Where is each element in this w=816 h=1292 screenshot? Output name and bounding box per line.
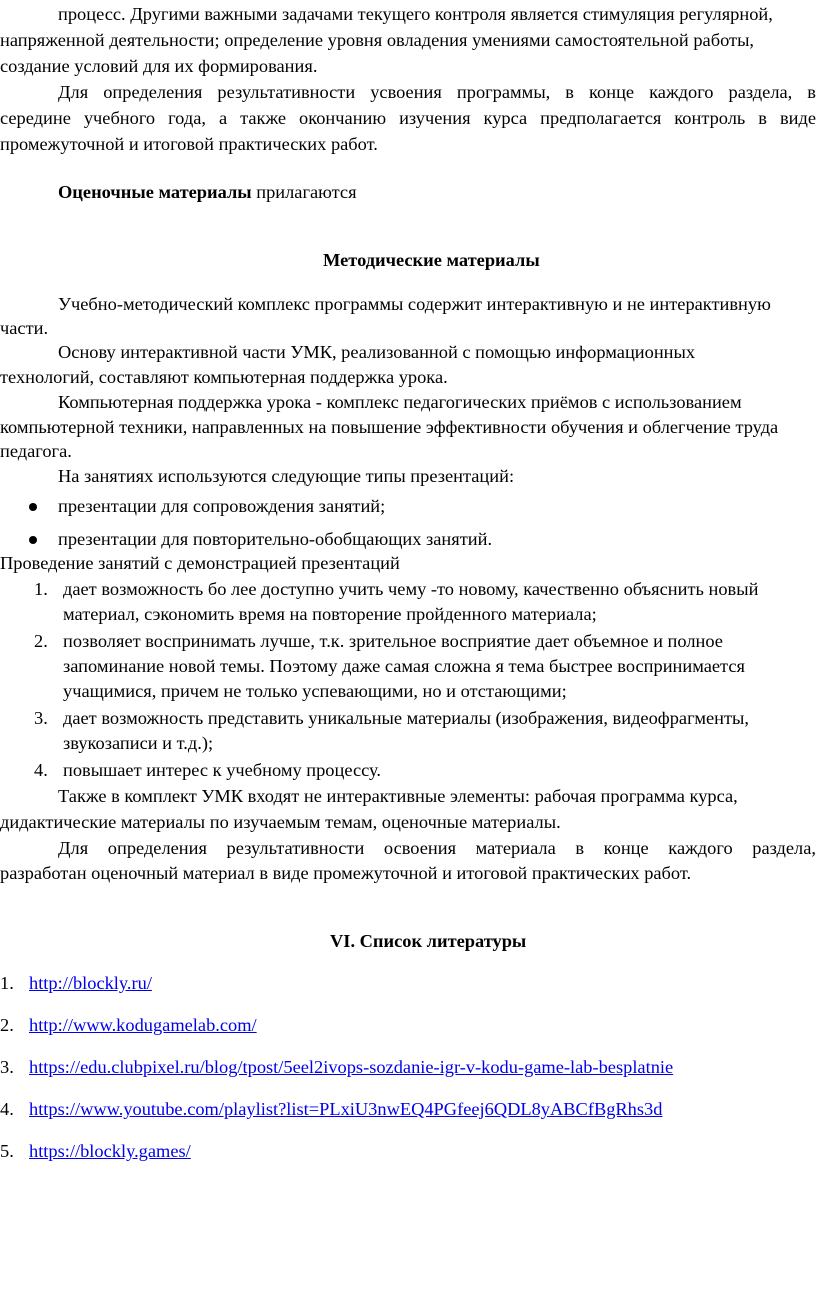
literature-link[interactable]: https://blockly.games/ — [29, 1141, 191, 1161]
literature-link[interactable]: https://edu.clubpixel.ru/blog/tpost/5eel2ivops-sozdanie-igr-v-kodu-game-lab-besplatnie — [29, 1057, 674, 1077]
list-marker: 1. — [34, 579, 48, 599]
bullet-icon — [29, 503, 37, 511]
list-item-line: дает возможность бо лее доступно учить чему -то новому, качественно объяснить новый — [63, 579, 759, 599]
list-item-line: повышает интерес к учебному процессу. — [63, 760, 382, 780]
list-marker: 2. — [0, 1015, 14, 1035]
text-line: напряженной деятельности; определение уровня овладения умениями самостоятельной работы, — [0, 30, 755, 50]
list-item-line: звукозаписи и т.д.); — [63, 733, 214, 753]
list-item-line: позволяет воспринимать лучше, т.к. зрительное восприятие дает объемное и полное — [63, 631, 723, 651]
section-heading-literature: VI. Список литературы — [330, 931, 527, 951]
list-marker: 5. — [0, 1141, 14, 1161]
text-line: промежуточной и итоговой практических работ. — [0, 134, 378, 154]
text-line: Основу интерактивной части УМК, реализованной с помощью информационных — [58, 342, 696, 362]
list-marker: 2. — [34, 631, 48, 651]
bullet-item: презентации для сопровождения занятий; — [58, 496, 386, 516]
list-item-line: материал, сэкономить время на повторение пройденного материала; — [63, 604, 597, 624]
literature-link[interactable]: http://blockly.ru/ — [29, 973, 152, 993]
text-line: На занятиях используются следующие типы презентаций: — [58, 466, 515, 486]
list-marker: 4. — [0, 1099, 14, 1119]
text-line: Учебно-методический комплекс программы содержит интерактивную и не интерактивную — [58, 294, 771, 314]
list-marker: 1. — [0, 973, 14, 993]
list-marker: 3. — [34, 708, 48, 728]
text-line: середине учебного года, а также окончанию изучения курса предполагается контроль в виде — [0, 108, 816, 128]
bullet-icon — [29, 536, 37, 544]
section-heading-methodical: Методические материалы — [323, 250, 540, 270]
assessment-rest: прилагаются — [251, 182, 357, 202]
text-line: разработан оценочный материал в виде промежуточной и итоговой практических работ. — [0, 863, 692, 883]
literature-link[interactable]: http://www.kodugamelab.com/ — [29, 1015, 257, 1035]
list-item-line: запоминание новой темы. Поэтому даже самая сложна я тема быстрее воспринимается — [63, 656, 745, 676]
text-line: Для определения результативности усвоения программы, в конце каждого раздела, в — [58, 82, 816, 102]
text-line: Также в комплект УМК входят не интерактивные элементы: рабочая программа курса, — [58, 786, 738, 806]
text-line: создание условий для их формирования. — [0, 56, 318, 76]
literature-link[interactable]: https://www.youtube.com/playlist?list=PLxiU3nwEQ4PGfeej6QDL8yABCfBgRhs3d — [29, 1099, 663, 1119]
text-line: Компьютерная поддержка урока - комплекс педагогических приёмов с использованием — [58, 392, 742, 412]
text-line: Проведение занятий с демонстрацией презентаций — [0, 553, 400, 573]
bullet-item: презентации для повторительно-обобщающих занятий. — [58, 529, 493, 549]
list-item-line: учащимися, причем не только успевающими, но и отстающими; — [63, 681, 567, 701]
list-item-line: дает возможность представить уникальные материалы (изображения, видеофрагменты, — [63, 708, 750, 728]
assessment-line — [58, 181, 357, 203]
text-line: части. — [0, 318, 49, 338]
text-line: технологий, составляют компьютерная поддержка урока. — [0, 367, 448, 387]
list-marker: 3. — [0, 1057, 14, 1077]
list-marker: 4. — [34, 760, 48, 780]
assessment-bold: Оценочные материалы — [58, 182, 252, 202]
text-line: процесс. Другими важными задачами текущего контроля является стимуляция регулярной, — [58, 4, 773, 24]
text-line: Для определения результативности освоения материала в конце каждого раздела, — [58, 838, 816, 858]
text-line: компьютерной техники, направленных на повышение эффективности обучения и облегчение труда — [0, 417, 779, 437]
text-line: дидактические материалы по изучаемым темам, оценочные материалы. — [0, 812, 561, 832]
text-line: педагога. — [0, 441, 72, 461]
